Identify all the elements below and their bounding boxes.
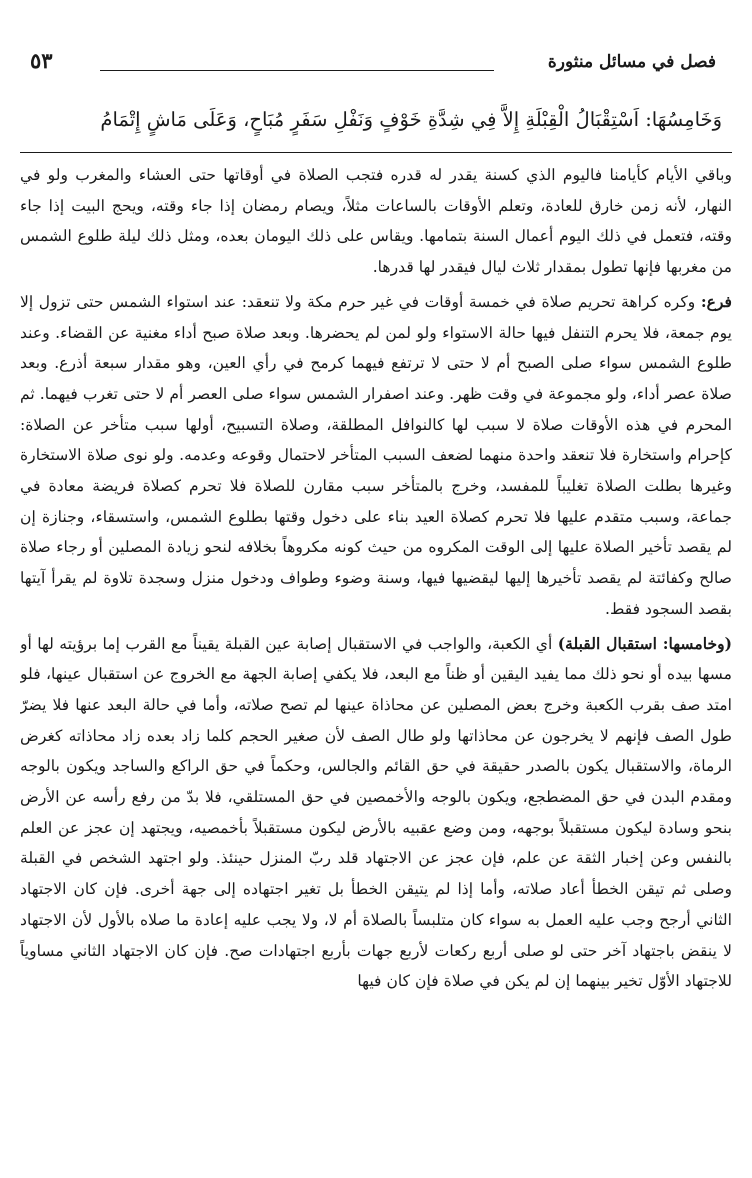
- paragraph-2-text: وكره كراهة تحريم صلاة في خمسة أوقات في غير حرم مكة ولا تنعقد: عند استواء الشمس حتى تزول إلا يوم جمعة، فلا يحرم التنفل فيها حالة الاستواء ولو لمن لم يحضرها. وبعد صلاة صبح أداء مغنية عن القضاء. وعند طلوع الشمس سواء صلى الصبح أم لا حتى لا ترتفع فيهما كرمح في رأي العين، وهو مقدار سبعة أذرع. وبعد صلاة عصر أداء، ولو مجموعة في وقت ظهر. وعند اصفرار الشمس سواء صلى العصر أم لا حتى تغرب فيهما. ثم المحرم في هذه الأوقات صلاة لا سبب لها كالنوافل المطلقة، وصلاة التسبيح، أولها سبب متأخر عن الصلاة: كإحرام واستخارة فلا تنعقد واحدة منهما لضعف السبب المتأخر لاحتمال وقوعه وعدمه. ولو نوى صلاة الاستخارة وغيرها بطلت الصلاة تغليباً للمفسد، وخرج بالمتأخر سبب مقارن للصلاة فلا تحرم كصلاة فريضة معادة في جماعة، وسبب متقدم عليها فلا تحرم كصلاة العيد بناء على دخول وقتها بطلوع الشمس، واستسقاء، وجنازة إن لم يقصد تأخير الصلاة عليها إلى الوقت المكروه من حيث كونه مكروهاً بخلافه لنحو زيادة المصلين أو رجاء صلاة صالح وكفائتة لم يقصد تأخيرها إليها ليقضيها فيها، وسنة وضوء وطواف ودخول منزل وسجدة تلاوة لم يقرأ آيتها بقصد السجود فقط.: [20, 292, 732, 618]
- paragraph-3-text: أي الكعبة، والواجب في الاستقبال إصابة عين القبلة يقيناً مع القرب إما برؤيته لها أو مسها بيده أو نحو ذلك مما يفيد اليقين أو ظناً مع البعد، فلا يكفي إصابة الجهة مع الخروج عن استقبال عينها، فلو امتد صف بقرب الكعبة وخرج بعض المصلين عن محاذاة عينها لم تصح صلاته، وأما في حالة البعد عنها فلا يضرّ طول الصف فإنهم لا يخرجون عن محاذاتها ولو طال الصف لأن صغير الحجم كلما زاد بعده زاد محاذاته كغرض الرماة، والاستقبال يكون بالصدر حقيقة في حق القائم والجالس، وحكماً في حق الراكع والساجد ويكون بالوجه ومقدم البدن في حق المضطجع، ويكون بالوجه والأخمصين في حق المستلقي، فلا بدّ من رفع رأسه عن الأرض بنحو وسادة ليكون مستقبلاً بوجهه، ومن وضع عقبيه بالأرض ليكون مستقبلاً بأخمصيه، ويجتهد إن عجز عن العلم بالنفس وعن إخبار الثقة عن علم، فإن عجز عن الاجتهاد قلد ربّ المنزل حينئذ. ولو اجتهد الشخص في القبلة وصلى ثم تيقن الخطأ أعاد صلاته، وأما إذا لم يتيقن الخطأ بل تغير اجتهاده إلى جهة أخرى. فإن كان الاجتهاد الثاني أرجح وجب عليه العمل به سواء كان متلبساً بالصلاة أم لا، ولا يجب عليه إعادة ما صلاه بالأول لأن الاجتهاد لا ينقض باجتهاد آخر حتى لو صلى أربع ركعات لأربع جهات بأربع اجتهادات صح. فإن كان الاجتهاد الثاني مساوياً للاجتهاد الأوّل تخير بينهما إن لم يكن في صلاة فإن كان فيها: [20, 634, 732, 991]
- paragraph-1: وباقي الأيام كأيامنا فاليوم الذي كسنة يقدر له قدره فتجب الصلاة في أوقاتها حتى العشاء والمغرب ولو في النهار، لأنه زمن خارق للعادة، وتعلم الأوقات بالساعات مثلاً، ويصام رمضان إذا جاء وقته، ويحج البيت إذا جاء وقته، فتعمل في ذلك اليوم أعمال السنة بتمامها. ويقاس على ذلك اليومان بعده، ومثل ذلك ليلة طلوع الشمس من مغربها فإنها تطول بمقدار ثلاث ليال فيقدر لها قدرها.: [20, 166, 732, 277]
- chapter-title: فصل في مسائل منثورة: [547, 52, 716, 72]
- page-number: ٥٣: [30, 48, 53, 73]
- far-heading: فرع:: [700, 291, 732, 311]
- qibla-heading: (وخامسها: استقبال القبلة): [557, 633, 732, 653]
- running-head: [30, 48, 716, 84]
- commentary-body: [20, 160, 732, 1172]
- header-rule: [100, 70, 494, 71]
- section-divider: [20, 152, 732, 153]
- paragraph-3: [20, 629, 732, 997]
- matn-verse: وَخَامِسُهَا: اَسْتِقْبَالُ الْقِبْلَةِ إِلاَّ فِي شِدَّةِ خَوْفٍ وَنَفْلِ سَفَرٍ مُبَاحٍ، وَعَلَى مَاشٍ إِتْمَامُ: [100, 108, 722, 131]
- paragraph-2: [20, 287, 732, 625]
